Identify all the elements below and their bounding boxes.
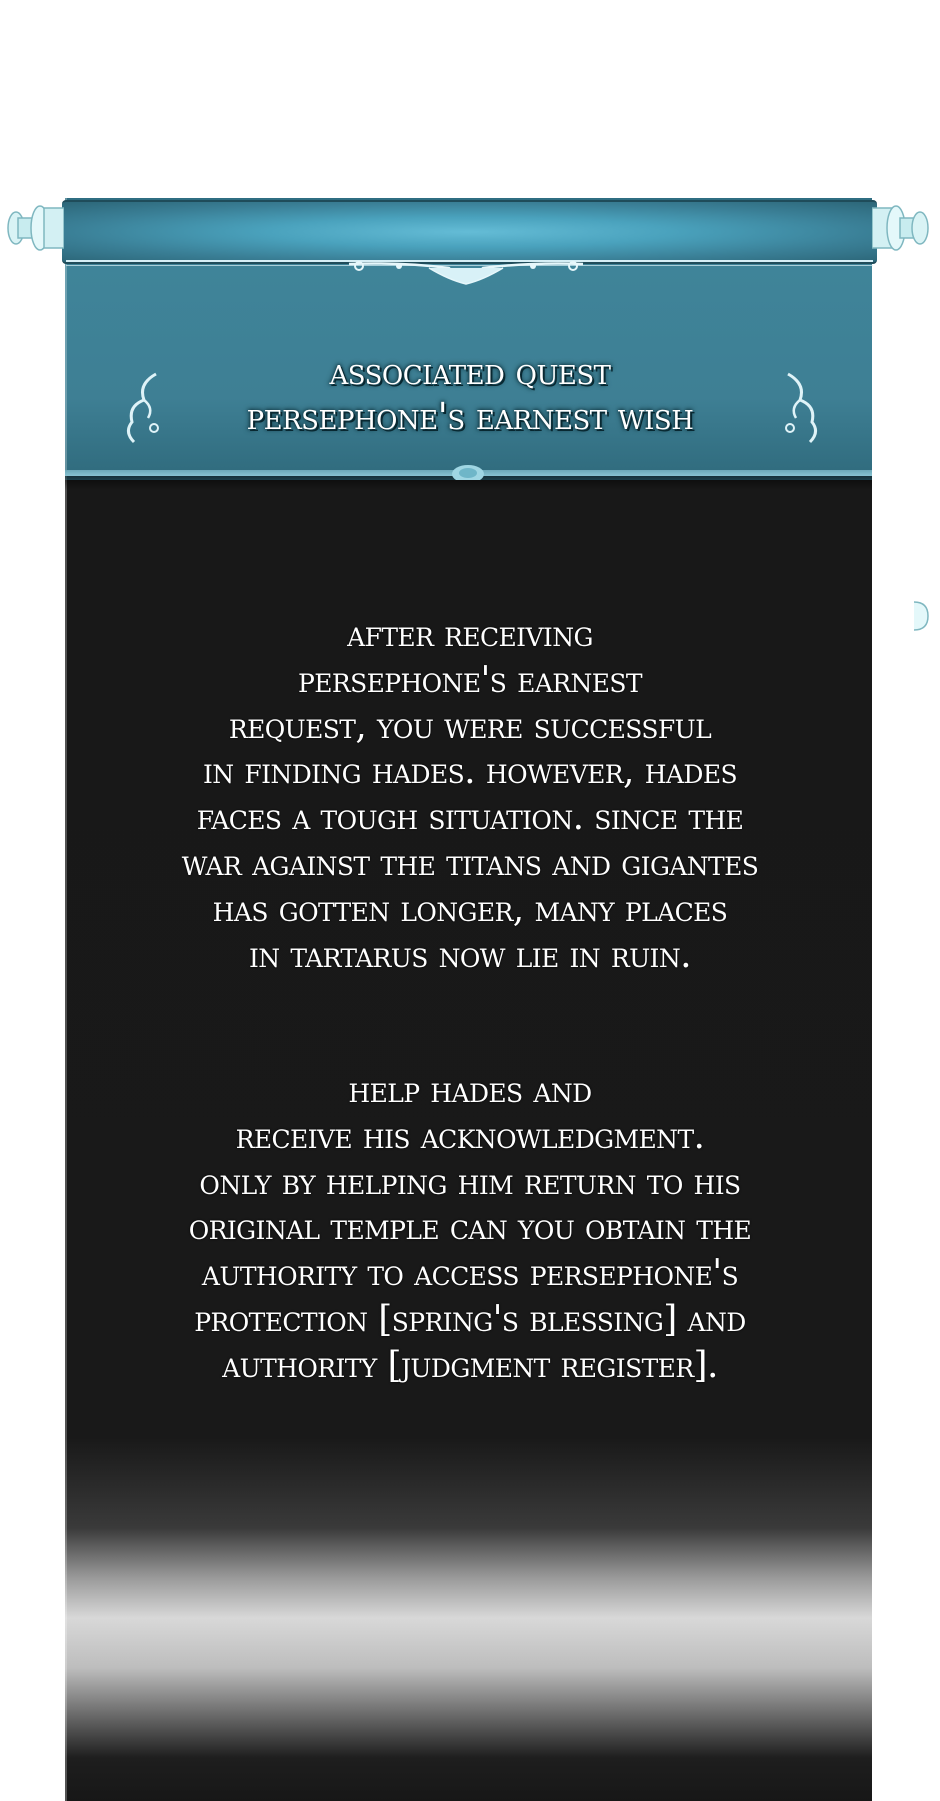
- description-line: authority to access persephone's: [201, 1253, 739, 1295]
- description-line: in tartarus now lie in ruin.: [249, 934, 691, 976]
- banner-knob-ornament: [448, 462, 488, 480]
- description-line: faces a tough situation. since the: [196, 797, 744, 839]
- description-line: help hades and: [348, 1070, 592, 1111]
- description-line: has gotten longer, many places: [212, 888, 728, 930]
- scroll-right-cap-icon: [872, 196, 932, 260]
- quest-title: [150, 349, 790, 439]
- description-line: after receiving: [347, 614, 593, 655]
- description-line: persephone's earnest: [297, 659, 643, 701]
- quest-description-paragraph-1: [95, 612, 845, 978]
- description-line: original temple can you obtain the: [188, 1207, 752, 1249]
- description-line: war against the titans and gigantes: [181, 842, 759, 884]
- description-line: request, you were successful: [228, 705, 712, 747]
- scroll-edge: [65, 198, 67, 1801]
- description-line: protection [spring's blessing] and: [194, 1298, 746, 1340]
- filigree-ornament-icon: [339, 258, 593, 292]
- quest-name: persephone's earnest wish: [246, 395, 694, 438]
- side-fragment-icon: [910, 598, 932, 634]
- description-line: receive his acknowledgment.: [235, 1115, 705, 1157]
- quest-description-paragraph-2: [95, 1068, 845, 1389]
- description-line: in finding hades. however, hades: [203, 751, 737, 793]
- quest-header-label: associated quest: [329, 350, 611, 393]
- description-line: authority [judgment register].: [222, 1344, 718, 1386]
- scroll-top-rod: [62, 200, 877, 264]
- scroll-left-cap-icon: [4, 196, 64, 260]
- description-line: only by helping him return to his: [199, 1161, 741, 1203]
